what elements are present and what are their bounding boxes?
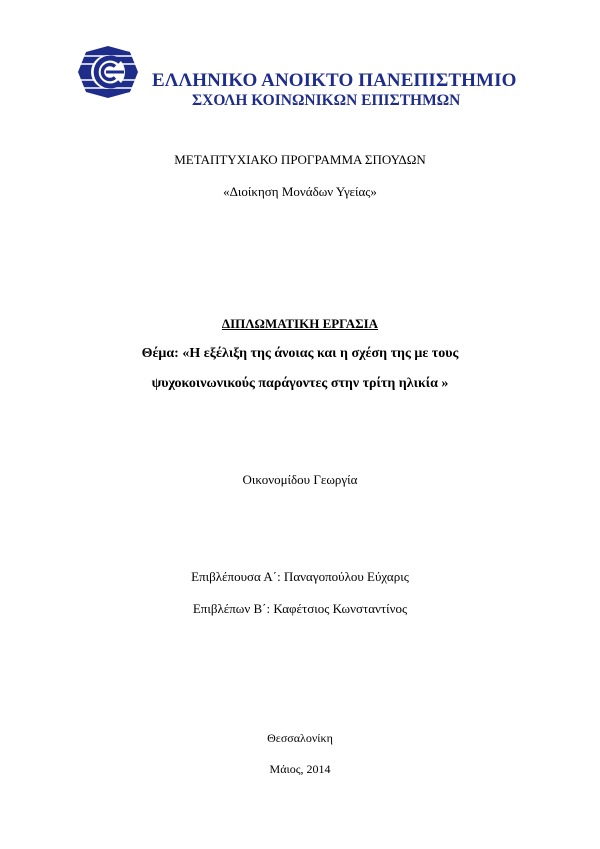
program-title: ΜΕΤΑΠΤΥΧΙΑΚΟ ΠΡΟΓΡΑΜΜΑ ΣΠΟΥΔΩΝ [174,152,426,167]
date: Μάιος, 2014 [269,762,331,776]
university-seal-icon [76,44,140,100]
thesis-topic-line-1: Θέμα: «Η εξέλιξη της άνοιας και η σχέση της με τους [141,346,459,361]
university-name: ΕΛΛΗΝΙΚΟ ΑΝΟΙΚΤΟ ΠΑΝΕΠΙΣΤΗΜΙΟ [152,70,517,91]
thesis-label: ΔΙΠΛΩΜΑΤΙΚΗ ΕΡΓΑΣΙΑ [221,316,379,331]
university-logo [76,44,140,100]
supervisor-a: Επιβλέπουσα Α΄: Παναγοπούλου Εύχαρις [191,569,409,584]
city: Θεσσαλονίκη [267,731,333,745]
supervisor-b: Επιβλέπων Β΄: Καφέτσιος Κωνσταντίνος [192,601,408,616]
author-name: Οικονομίδου Γεωργία [242,472,358,487]
program-specialization: «Διοίκηση Μονάδων Υγείας» [223,184,377,199]
school-name: ΣΧΟΛΗ ΚΟΙΝΩΝΙΚΩΝ ΕΠΙΣΤΗΜΩΝ [192,92,461,109]
thesis-topic-line-2: ψυχοκοινωνικούς παράγοντες στην τρίτη ηλικία » [151,376,449,391]
